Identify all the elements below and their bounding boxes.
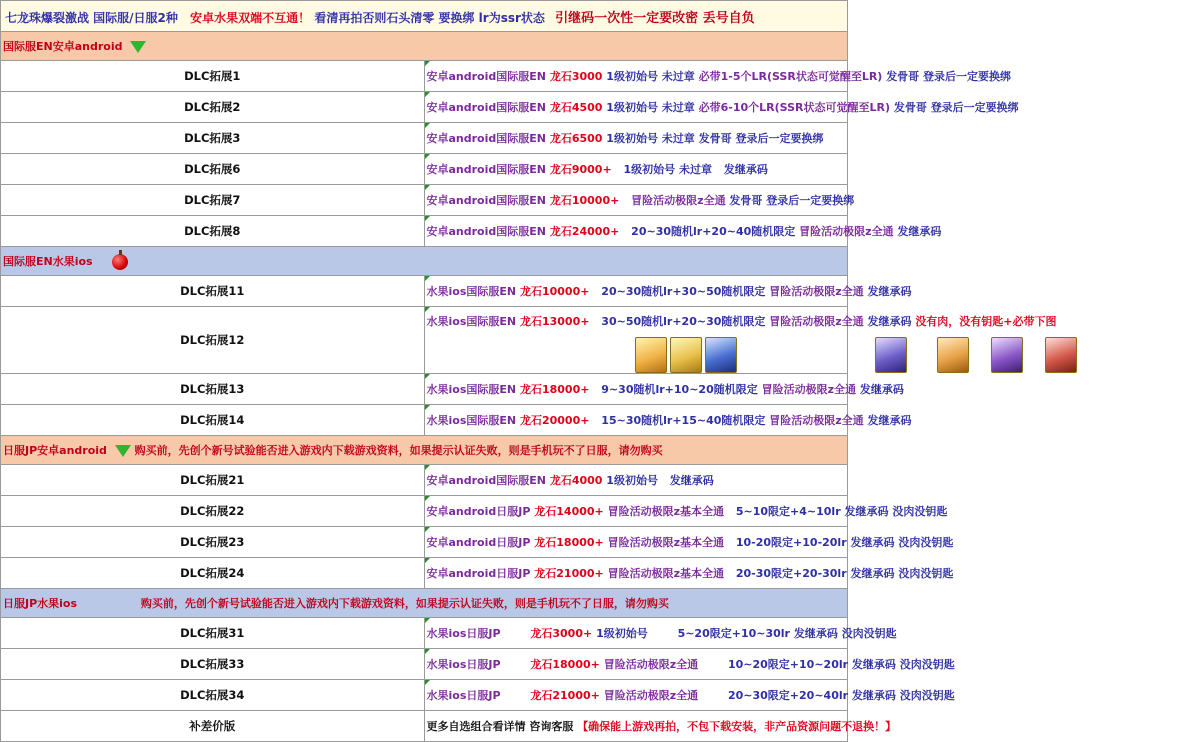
row-key: DLC拓展7 [1,185,425,216]
row-key: DLC拓展8 [1,216,425,247]
table-row [1,618,848,649]
character-cards [425,337,1185,371]
table-row [1,405,848,436]
row-key: DLC拓展12 [1,307,425,374]
row-detail: 水果ios国际服EN 龙石10000+ 20~30随机lr+30~50随机限定 冒险活动极限z全通 发继承码 [424,276,848,307]
character-card-4 [875,337,907,373]
row-key: DLC拓展34 [1,680,425,711]
row-detail: 水果ios国际服EN 龙石13000+ 30~50随机lr+20~30随机限定 冒险活动极限z全通 发继承码 没有肉，没有钥匙+必带下图 [424,307,848,374]
character-card-1 [635,337,667,373]
row-detail: 水果ios国际服EN 龙石20000+ 15~30随机lr+15~40随机限定 冒险活动极限z全通 发继承码 [424,405,848,436]
header-row [1,1,848,32]
header-cell [1,1,848,32]
section-title: 国际服EN水果ios [3,254,93,268]
table-row [1,185,848,216]
table-row [1,649,848,680]
table-row [1,680,848,711]
table-row [1,558,848,589]
row-detail: 安卓android国际服EN 龙石4500 1级初始号 未过章 必带6-10个LR(SSR状态可觉醒至LR) 发骨哥 登录后一定要换绑 [424,92,848,123]
row-detail: 安卓android国际服EN 龙石4000 1级初始号 发继承码 [424,465,848,496]
header-note: 看清再拍否则石头清零 要换绑 lr为ssr状态 [314,10,545,25]
section-en-android [1,32,848,61]
table-row [1,374,848,405]
row-key: DLC拓展23 [1,527,425,558]
row-key: DLC拓展6 [1,154,425,185]
character-card-7 [1045,337,1077,373]
row-key: DLC拓展11 [1,276,425,307]
section-en-ios [1,247,848,276]
table-row [1,61,848,92]
header-title: 七龙珠爆裂激战 国际服/日服2种 [5,10,178,25]
red-apple-icon [112,254,128,270]
row-key: DLC拓展3 [1,123,425,154]
section-title: 日服JP水果ios [3,597,78,610]
section-jp-ios [1,589,848,618]
section-cell [1,589,848,618]
row-key: DLC拓展13 [1,374,425,405]
row-detail: 水果ios日服JP 龙石3000+ 1级初始号 5~20限定+10~30lr 发继承码 没肉没钥匙 [424,618,848,649]
section-note: 购买前，先创个新号试验能否进入游戏内下载游戏资料，如果提示认证失败，则是手机玩不了日服，请勿购买 [134,444,663,457]
section-cell [1,436,848,465]
table-row [1,465,848,496]
row-key: DLC拓展14 [1,405,425,436]
row-detail: 安卓android国际服EN 龙石24000+ 20~30随机lr+20~40随机限定 冒险活动极限z全通 发继承码 [424,216,848,247]
row-detail: 安卓android国际服EN 龙石3000 1级初始号 未过章 必带1-5个LR(SSR状态可觉醒至LR) 发骨哥 登录后一定要换绑 [424,61,848,92]
character-card-3 [705,337,737,373]
green-down-arrow-icon [115,445,131,457]
table-row [1,92,848,123]
row-detail: 安卓android国际服EN 龙石10000+ 冒险活动极限z全通 发骨哥 登录后一定要换绑 [424,185,848,216]
row-key: DLC拓展2 [1,92,425,123]
header-important: 引继码一次性一定要改密 丢号自负 [555,10,755,26]
row-key: DLC拓展1 [1,61,425,92]
green-down-arrow-icon [130,41,146,53]
row-detail: 水果ios国际服EN 龙石18000+ 9~30随机lr+10~20随机限定 冒险活动极限z全通 发继承码 [424,374,848,405]
section-jp-android [1,436,848,465]
row-key: DLC拓展22 [1,496,425,527]
table-row [1,216,848,247]
row-detail: 安卓android日服JP 龙石14000+ 冒险活动极限z基本全通 5~10限定+4~10lr 发继承码 没肉没钥匙 [424,496,848,527]
section-title: 国际服EN安卓android [3,40,123,53]
footer-key: 补差价版 [1,711,425,742]
character-card-5 [937,337,969,373]
row-detail: 安卓android日服JP 龙石18000+ 冒险活动极限z基本全通 10-20限定+10-20lr 发继承码 没肉没钥匙 [424,527,848,558]
table-row [1,154,848,185]
row-detail: 安卓android国际服EN 龙石9000+ 1级初始号 未过章 发继承码 [424,154,848,185]
section-cell [1,247,848,276]
row-detail: 安卓android日服JP 龙石21000+ 冒险活动极限z基本全通 20-30限定+20-30lr 发继承码 没肉没钥匙 [424,558,848,589]
footer-detail: 更多自选组合看详情 咨询客服 【确保能上游戏再拍，不包下载安装，非产品资源问题不退换！】 [424,711,848,742]
row-detail: 水果ios日服JP 龙石21000+ 冒险活动极限z全通 20~30限定+20~40lr 发继承码 没肉没钥匙 [424,680,848,711]
character-card-2 [670,337,702,373]
header-warning: 安卓水果双端不互通！ [190,10,311,25]
table-row [1,496,848,527]
row-key: DLC拓展33 [1,649,425,680]
table-row [1,123,848,154]
footer-row [1,711,848,742]
table-row [1,527,848,558]
row-key: DLC拓展21 [1,465,425,496]
row-detail: 水果ios日服JP 龙石18000+ 冒险活动极限z全通 10~20限定+10~20lr 发继承码 没肉没钥匙 [424,649,848,680]
section-cell [1,32,848,61]
section-title: 日服JP安卓android [3,444,107,457]
row-detail: 安卓android国际服EN 龙石6500 1级初始号 未过章 发骨哥 登录后一定要换绑 [424,123,848,154]
row-key: DLC拓展24 [1,558,425,589]
section-note: 购买前，先创个新号试验能否进入游戏内下载游戏资料，如果提示认证失败，则是手机玩不了日服，请勿购买 [140,597,669,610]
table-row [1,307,848,374]
character-card-6 [991,337,1023,373]
row-key: DLC拓展31 [1,618,425,649]
table-row [1,276,848,307]
